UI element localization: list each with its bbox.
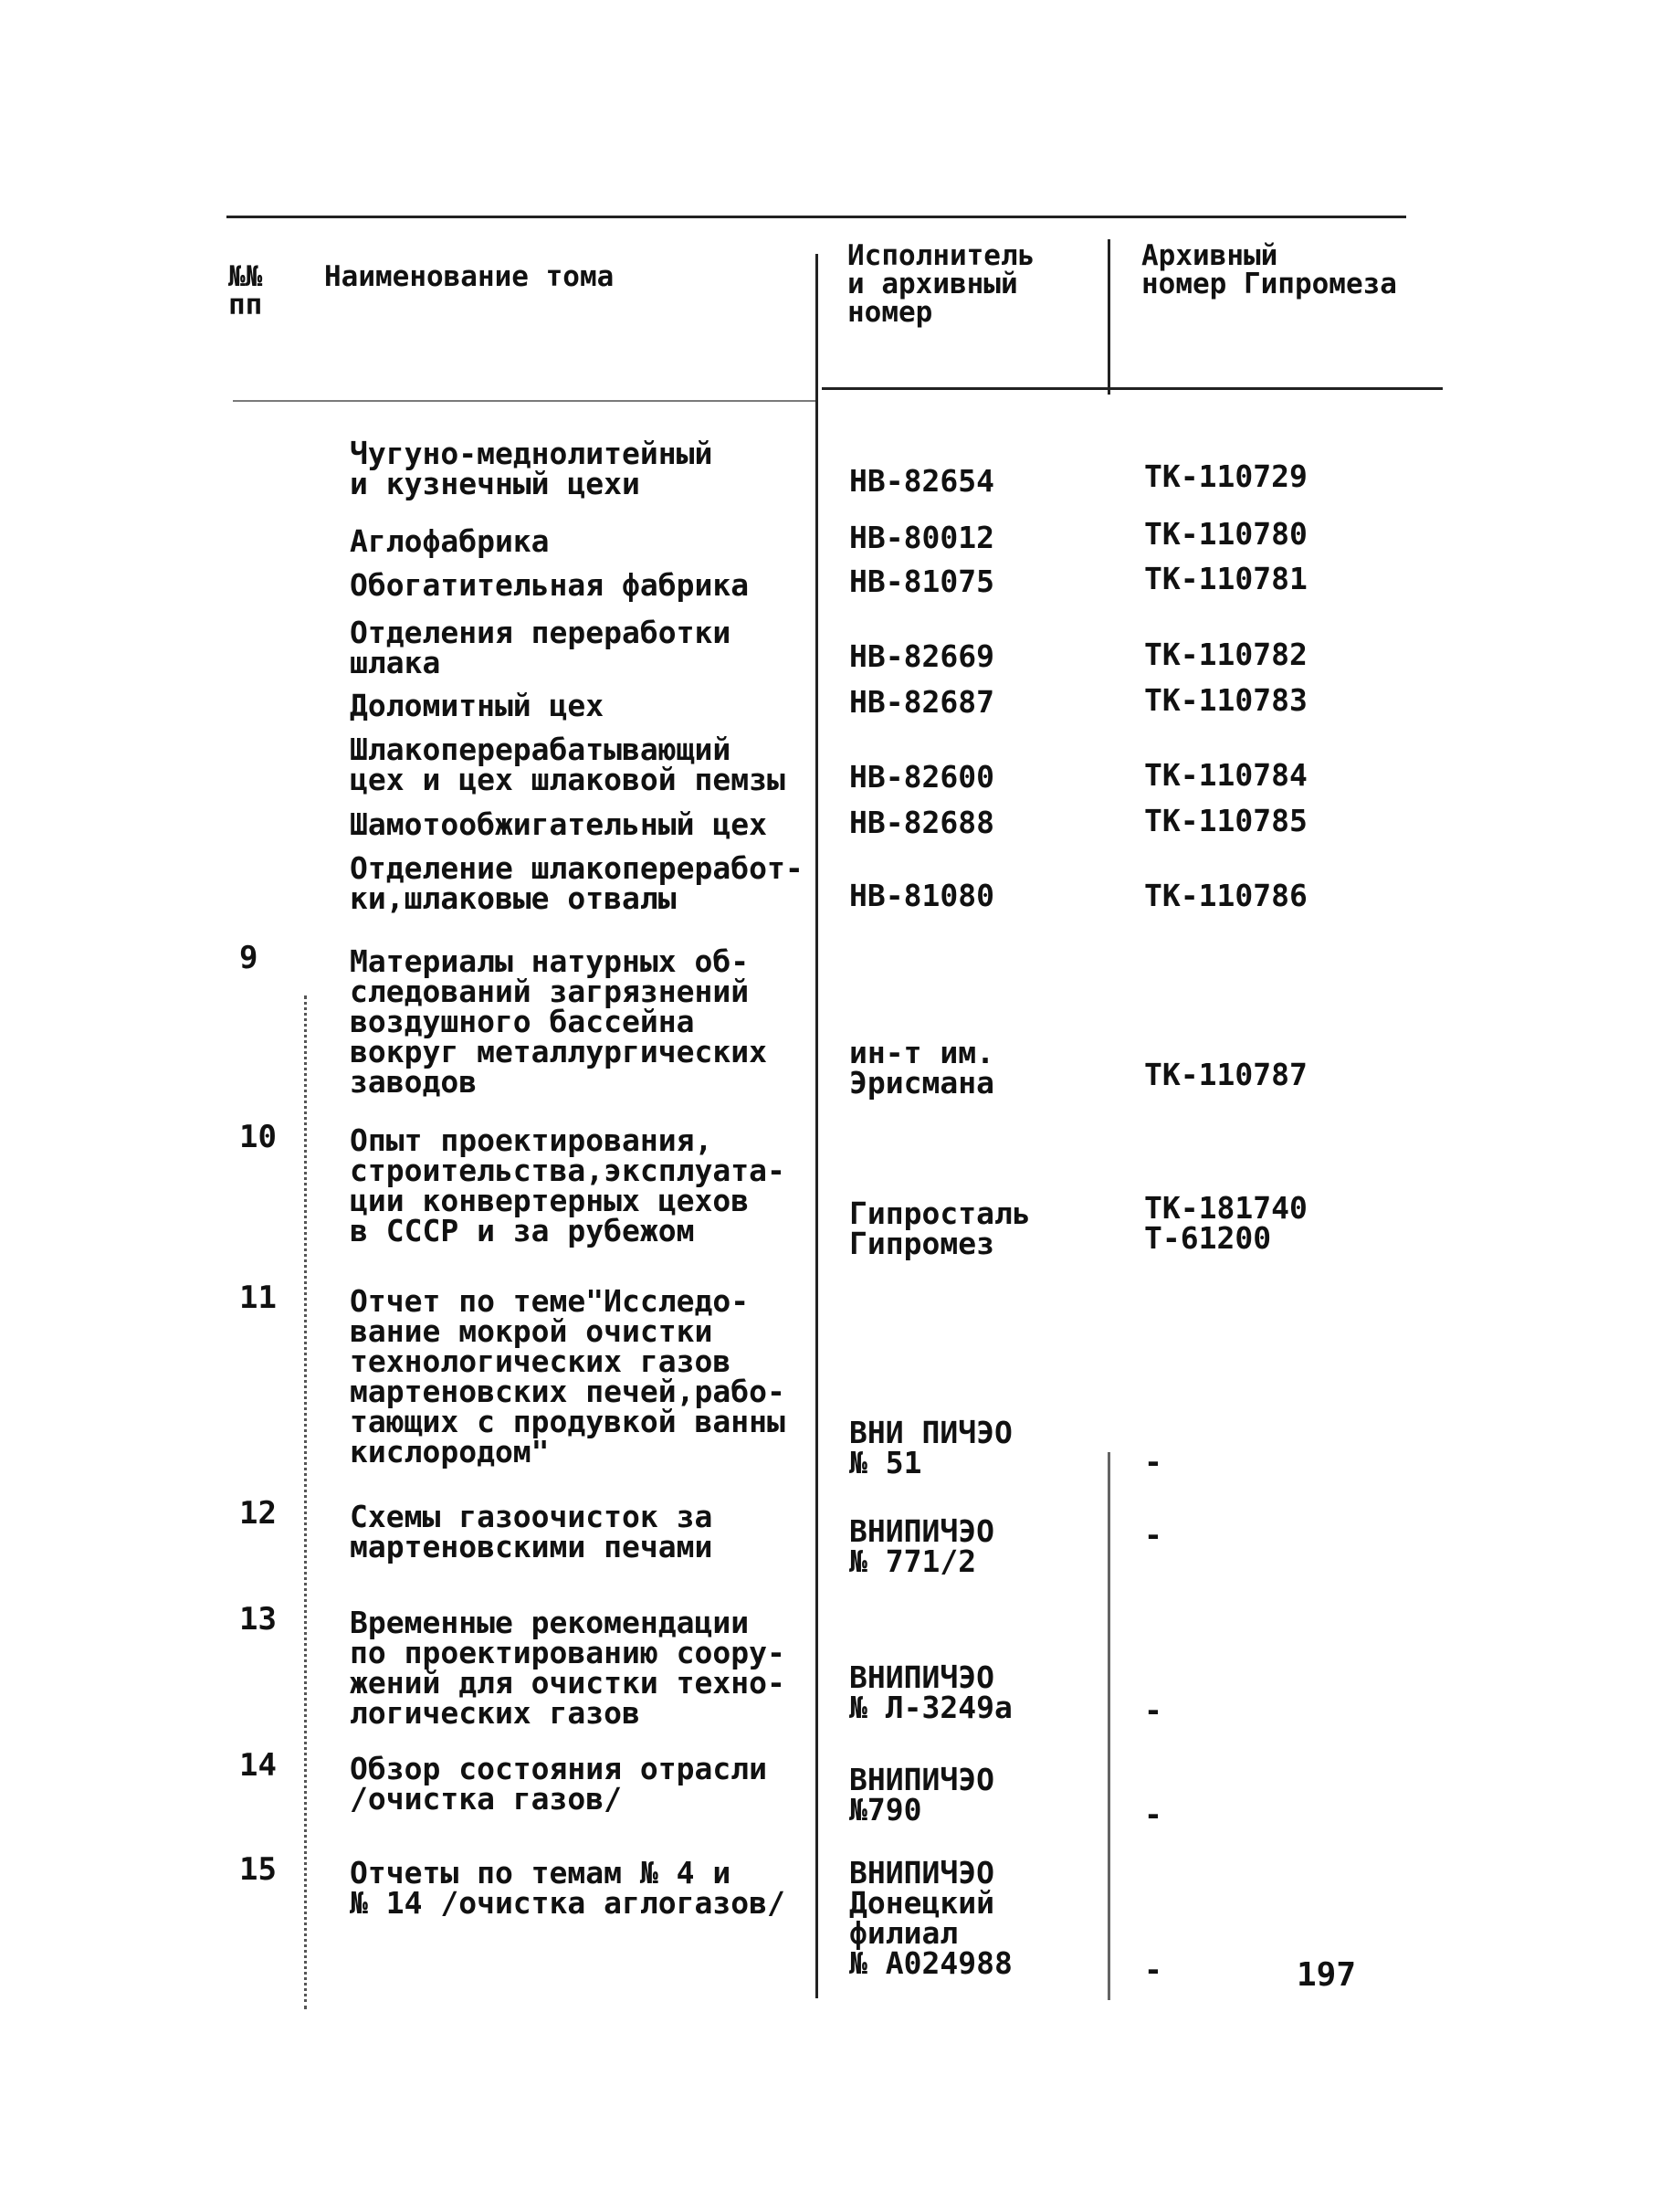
row-6-arch: ТК-110784 [1144,757,1308,793]
row-14-arch: - [1144,1796,1162,1832]
row-4-name: Отделения переработки шлака [350,615,731,680]
column-divider-exec [815,254,818,1998]
row-12-exec: ВНИПИЧЭО № 771/2 [849,1513,994,1579]
row-1-arch: ТК-110729 [1144,458,1308,494]
row-15-exec: ВНИПИЧЭО Донецкий филиал № А024988 [849,1855,1013,1981]
row-6-name: Шлакоперерабатывающий цех и цех шлаковой пемзы [350,732,785,797]
row-11-arch: - [1144,1444,1162,1480]
header-bottom-rule-left [233,400,817,402]
row-7-arch: ТК-110785 [1144,803,1308,838]
row-14-name: Обзор состояния отрасли /очистка газов/ [350,1751,767,1817]
row-14-exec: ВНИПИЧЭО №790 [849,1762,994,1828]
header-exec: Исполнитель и архивный номер [847,239,1035,329]
row-12-arch: - [1144,1517,1162,1553]
row-10-num: 10 [239,1119,277,1155]
row-11-exec: ВНИ ПИЧЭО № 51 [849,1415,1013,1480]
row-13-num: 13 [239,1601,277,1638]
row-10-exec: Гипросталь Гипромез [849,1196,1031,1261]
row-8-arch: ТК-110786 [1144,878,1308,913]
row-10-name: Опыт проектирования, строительства,эксплуата- ции конвертерных цехов в СССР и за рубежом [350,1122,785,1248]
row-13-name: Временные рекомендации по проектированию соору- жений для очистки техно- логических газов [350,1605,785,1731]
row-6-exec: НВ-82600 [849,759,994,795]
top-rule [226,216,1406,218]
row-10-arch: ТК-181740 Т-61200 [1144,1190,1308,1256]
row-3-exec: НВ-81075 [849,564,994,599]
row-11-num: 11 [239,1280,277,1316]
row-3-arch: ТК-110781 [1144,561,1308,596]
row-14-num: 14 [239,1747,277,1784]
column-divider-arch [1108,239,1110,395]
row-13-exec: ВНИПИЧЭО № Л-3249а [849,1659,1013,1725]
row-9-num: 9 [239,940,258,976]
row-4-exec: НВ-82669 [849,638,994,674]
row-1-exec: НВ-82654 [849,463,994,499]
row-5-arch: ТК-110783 [1144,682,1308,718]
header-arch: Архивный номер Гипромеза [1141,239,1397,300]
row-5-name: Доломитный цех [350,688,604,723]
row-11-name: Отчет по теме"Исследо- вание мокрой очистки технологических газов мартеновских печей,рабо- тающих с продувкой ванны кислородом" [350,1283,785,1469]
column-divider-num [304,995,307,2009]
row-7-name: Шамотообжигательный цех [350,806,767,842]
row-4-arch: ТК-110782 [1144,637,1308,672]
row-8-exec: НВ-81080 [849,878,994,913]
row-13-arch: - [1144,1692,1162,1728]
header-name: Наименование тома [324,260,615,293]
page-number: 197 [1297,1956,1357,1994]
row-12-num: 12 [239,1495,277,1532]
row-3-name: Обогатительная фабрика [350,567,750,603]
row-15-name: Отчеты по темам № 4 и № 14 /очистка аглогазов/ [350,1855,785,1921]
row-2-name: Аглофабрика [350,523,550,559]
row-2-exec: НВ-80012 [849,520,994,555]
row-15-arch: - [1144,1952,1162,1987]
row-12-name: Схемы газоочисток за мартеновскими печами [350,1499,713,1564]
row-9-name: Материалы натурных об- следований загрязнений воздушного бассейна вокруг металлургических заводов [350,943,767,1100]
row-15-num: 15 [239,1851,277,1888]
row-8-name: Отделение шлакопереработ- ки,шлаковые отвалы [350,850,804,916]
column-divider-arch-lower [1108,1452,1110,2000]
row-7-exec: НВ-82688 [849,805,994,840]
row-9-exec: ин-т им. Эрисмана [849,1035,994,1101]
row-9-arch: ТК-110787 [1144,1057,1308,1092]
row-2-arch: ТК-110780 [1144,516,1308,552]
row-5-exec: НВ-82687 [849,684,994,720]
header-bottom-rule [822,387,1443,390]
row-1-name: Чугуно-меднолитейный и кузнечный цехи [350,436,713,501]
header-num: №№ пп [228,260,263,321]
